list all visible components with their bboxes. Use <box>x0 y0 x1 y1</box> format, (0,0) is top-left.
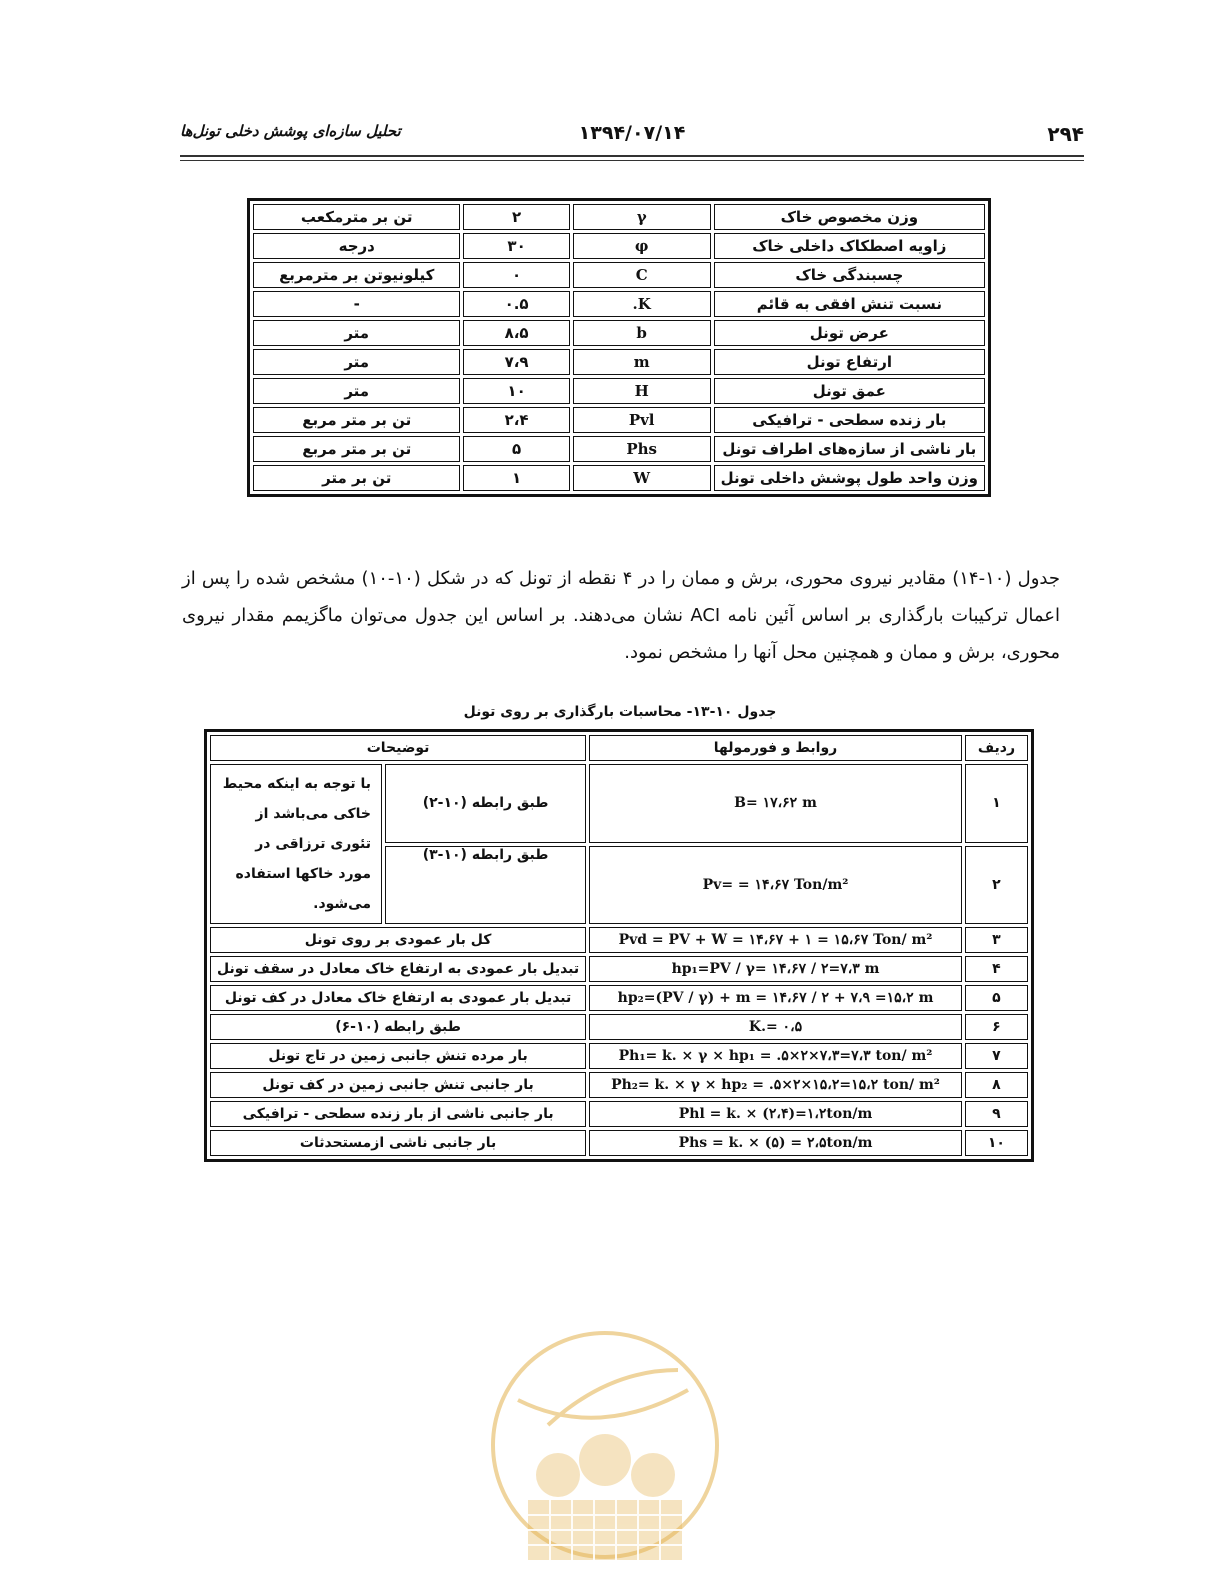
row-description: کل بار عمودی بر روی تونل <box>210 927 586 953</box>
row-number: ۱۰ <box>965 1130 1028 1156</box>
row-number: ۲ <box>965 846 1028 925</box>
param-unit: متر <box>253 349 460 375</box>
row-formula: Ph₂= k. × γ × hp₂ = .۵×۲×۱۵،۲=۱۵،۲ ton/ m² <box>589 1072 962 1098</box>
param-row <box>253 378 985 404</box>
header-description: توضیحات <box>210 735 586 761</box>
param-row <box>253 320 985 346</box>
row-formula: Pvd = PV + W = ۱۴،۶۷ + ۱ = ۱۵،۶۷ Ton/ m² <box>589 927 962 953</box>
row-number: ۹ <box>965 1101 1028 1127</box>
row-description: طبق رابطه (۱۰-۶) <box>210 1014 586 1040</box>
param-value: ۳۰ <box>463 233 569 259</box>
row-description: بار جانبی ناشی ازمستحدثات <box>210 1130 586 1156</box>
page-header <box>180 118 1084 148</box>
table-caption: جدول ۱۰-۱۳- محاسبات بارگذاری بر روی تونل <box>463 704 777 720</box>
param-name: بار ناشی از سازه‌های اطراف تونل <box>714 436 985 462</box>
row-number: ۷ <box>965 1043 1028 1069</box>
param-symbol: Pvl <box>573 407 711 433</box>
watermark-logo <box>488 1330 722 1584</box>
param-symbol: m <box>573 349 711 375</box>
param-value: ۲ <box>463 204 569 230</box>
soil-parameters-table <box>247 198 991 497</box>
book-title: تحلیل سازه‌ای پوشش دخلی تونل‌ها <box>180 122 401 140</box>
param-value: ۸،۵ <box>463 320 569 346</box>
row-description: تبدیل بار عمودی به ارتفاع خاک معادل در سقف تونل <box>210 956 586 982</box>
param-row <box>253 349 985 375</box>
param-unit: متر <box>253 378 460 404</box>
param-name: عرض تونل <box>714 320 985 346</box>
param-name: چسبندگی خاک <box>714 262 985 288</box>
row-reference: طبق رابطه (۱۰-۲) <box>385 764 586 843</box>
param-name: وزن مخصوص خاک <box>714 204 985 230</box>
param-name: وزن واحد طول پوشش داخلی تونل <box>714 465 985 491</box>
row-description: بار جانبی ناشی از بار زنده سطحی - ترافیکی <box>210 1101 586 1127</box>
param-name: عمق تونل <box>714 378 985 404</box>
calc-row <box>210 985 1028 1011</box>
load-calculation-table <box>204 729 1034 1162</box>
header-rule <box>180 155 1084 157</box>
param-row <box>253 204 985 230</box>
page-number: ۲۹۴ <box>1047 122 1084 146</box>
calc-row <box>210 764 1028 843</box>
calc-row <box>210 927 1028 953</box>
param-unit: تن بر متر <box>253 465 460 491</box>
header-row-number: ردیف <box>965 735 1028 761</box>
param-unit: کیلونیوتن بر مترمربع <box>253 262 460 288</box>
calc-row <box>210 1072 1028 1098</box>
param-row <box>253 436 985 462</box>
param-symbol: H <box>573 378 711 404</box>
row-formula: B= ۱۷،۶۲ m <box>589 764 962 843</box>
row-formula: Ph₁= k. × γ × hp₁ = .۵×۲×۷،۳=۷،۳ ton/ m² <box>589 1043 962 1069</box>
param-row <box>253 291 985 317</box>
row-formula: Pv= = ۱۴،۶۷ Ton/m² <box>589 846 962 925</box>
param-value: ۱ <box>463 465 569 491</box>
header-rule-thin <box>180 160 1084 161</box>
row-reference: طبق رابطه (۱۰-۳) <box>385 846 586 925</box>
param-unit: تن بر مترمکعب <box>253 204 460 230</box>
calc-row <box>210 1130 1028 1156</box>
row-number: ۵ <box>965 985 1028 1011</box>
param-value: ۷،۹ <box>463 349 569 375</box>
param-name: نسبت تنش افقی به قائم <box>714 291 985 317</box>
param-value: ۰ <box>463 262 569 288</box>
param-unit: درجه <box>253 233 460 259</box>
row-number: ۴ <box>965 956 1028 982</box>
row-number: ۸ <box>965 1072 1028 1098</box>
row-description: بار مرده تنش جانبی زمین در تاج تونل <box>210 1043 586 1069</box>
param-row <box>253 465 985 491</box>
row-description: بار جانبی تنش جانبی زمین در کف تونل <box>210 1072 586 1098</box>
param-symbol: Phs <box>573 436 711 462</box>
row-formula: hp₁=PV / γ= ۱۴،۶۷ / ۲=۷،۳ m <box>589 956 962 982</box>
calc-row <box>210 956 1028 982</box>
row-formula: Phl = k. × (۲،۴)=۱،۲ton/m <box>589 1101 962 1127</box>
row-description: تبدیل بار عمودی به ارتفاع خاک معادل در کف تونل <box>210 985 586 1011</box>
calc-row <box>210 1043 1028 1069</box>
param-value: ۱۰ <box>463 378 569 404</box>
calc-row <box>210 1101 1028 1127</box>
row-formula: hp₂=(PV / γ) + m = ۱۴،۶۷ / ۲ + ۷،۹ =۱۵،۲ m <box>589 985 962 1011</box>
table-header-row <box>210 735 1028 761</box>
merged-note: با توجه به اینکه محیط خاکی می‌باشد از تئوری ترزاقی در مورد خاکها استفاده می‌شود. <box>210 764 382 924</box>
param-unit: متر <box>253 320 460 346</box>
param-symbol: b <box>573 320 711 346</box>
param-symbol: γ <box>573 204 711 230</box>
param-value: ۲،۴ <box>463 407 569 433</box>
param-symbol: C <box>573 262 711 288</box>
param-symbol: K. <box>573 291 711 317</box>
calc-row <box>210 1014 1028 1040</box>
row-formula: K.= ۰،۵ <box>589 1014 962 1040</box>
param-name: زاویه اصطکاک داخلی خاک <box>714 233 985 259</box>
param-row <box>253 262 985 288</box>
param-name: بار زنده سطحی - ترافیکی <box>714 407 985 433</box>
param-row <box>253 233 985 259</box>
param-row <box>253 407 985 433</box>
row-number: ۶ <box>965 1014 1028 1040</box>
param-value: ۰.۵ <box>463 291 569 317</box>
param-unit: تن بر متر مربع <box>253 436 460 462</box>
param-symbol: W <box>573 465 711 491</box>
param-unit: تن بر متر مربع <box>253 407 460 433</box>
header-date: ۱۳۹۴/۰۷/۱۴ <box>578 122 686 144</box>
param-unit: - <box>253 291 460 317</box>
header-formula: روابط و فورمولها <box>589 735 962 761</box>
body-paragraph: جدول (۱۰-۱۴) مقادیر نیروی محوری، برش و ممان را در ۴ نقطه از تونل که در شکل (۱۰-۱۰) مشخص شده را پس از اعمال ترکیبات بارگذاری بر اساس آئین نامه ACI نشان می‌دهند. بر اساس این جدول می‌توان ماگزیمم مقدار نیروی محوری، برش و ممان و همچنین محل آنها را مشخص نمود. <box>182 568 1060 663</box>
row-number: ۳ <box>965 927 1028 953</box>
row-number: ۱ <box>965 764 1028 843</box>
row-formula: Phs = k. × (۵) = ۲،۵ton/m <box>589 1130 962 1156</box>
param-value: ۵ <box>463 436 569 462</box>
param-symbol: φ <box>573 233 711 259</box>
param-name: ارتفاع تونل <box>714 349 985 375</box>
